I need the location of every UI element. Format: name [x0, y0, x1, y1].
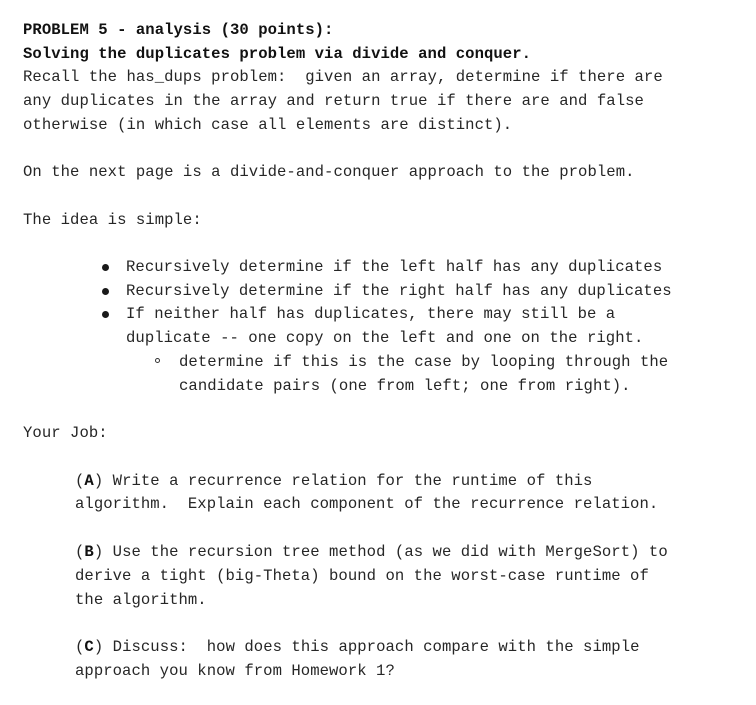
sub-bullet-line-2: candidate pairs (one from left; one from right).	[179, 377, 631, 395]
part-a-text-1: Write a recurrence relation for the runtime of this	[103, 472, 593, 490]
part-c-text-1: Discuss: how does this approach compare with the simple	[103, 638, 640, 656]
intro-line-1: Recall the has_dups problem: given an array, determine if there are	[23, 68, 663, 86]
intro-line-2: any duplicates in the array and return true if there are and false	[23, 92, 644, 110]
part-a-line-2: algorithm. Explain each component of the recurrence relation.	[75, 495, 659, 513]
bullet-icon	[102, 264, 109, 271]
sub-bullet-circle-icon	[155, 358, 160, 363]
part-c-line-1: (C) Discuss: how does this approach compare with the simple	[75, 638, 640, 656]
part-a-line-1: (A) Write a recurrence relation for the runtime of this	[75, 472, 593, 490]
part-a-label: A	[84, 472, 94, 490]
problem-subtitle: Solving the duplicates problem via divide and conquer.	[23, 45, 532, 63]
problem-title: PROBLEM 5 - analysis (30 points):	[23, 21, 334, 39]
bullet-item-right-half: Recursively determine if the right half has any duplicates	[126, 282, 672, 300]
bullet-item-neither-line-1: If neither half has duplicates, there may still be a	[126, 305, 616, 323]
part-b-line-2: derive a tight (big-Theta) bound on the worst-case runtime of	[75, 567, 649, 585]
job-label: Your Job:	[23, 424, 108, 442]
part-b-text-1: Use the recursion tree method (as we did with MergeSort) to	[103, 543, 668, 561]
bullet-icon	[102, 311, 109, 318]
part-b-line-3: the algorithm.	[75, 591, 207, 609]
next-page-text: On the next page is a divide-and-conquer approach to the problem.	[23, 163, 635, 181]
part-c-line-2: approach you know from Homework 1?	[75, 662, 395, 680]
part-b-line-1: (B) Use the recursion tree method (as we did with MergeSort) to	[75, 543, 668, 561]
sub-bullet-line-1: determine if this is the case by looping through the	[179, 353, 669, 371]
bullet-icon	[102, 288, 109, 295]
intro-line-3: otherwise (in which case all elements are distinct).	[23, 116, 513, 134]
part-c-label: C	[84, 638, 94, 656]
part-b-label: B	[84, 543, 94, 561]
idea-label: The idea is simple:	[23, 211, 202, 229]
bullet-item-left-half: Recursively determine if the left half has any duplicates	[126, 258, 663, 276]
bullet-item-neither-line-2: duplicate -- one copy on the left and one on the right.	[126, 329, 644, 347]
